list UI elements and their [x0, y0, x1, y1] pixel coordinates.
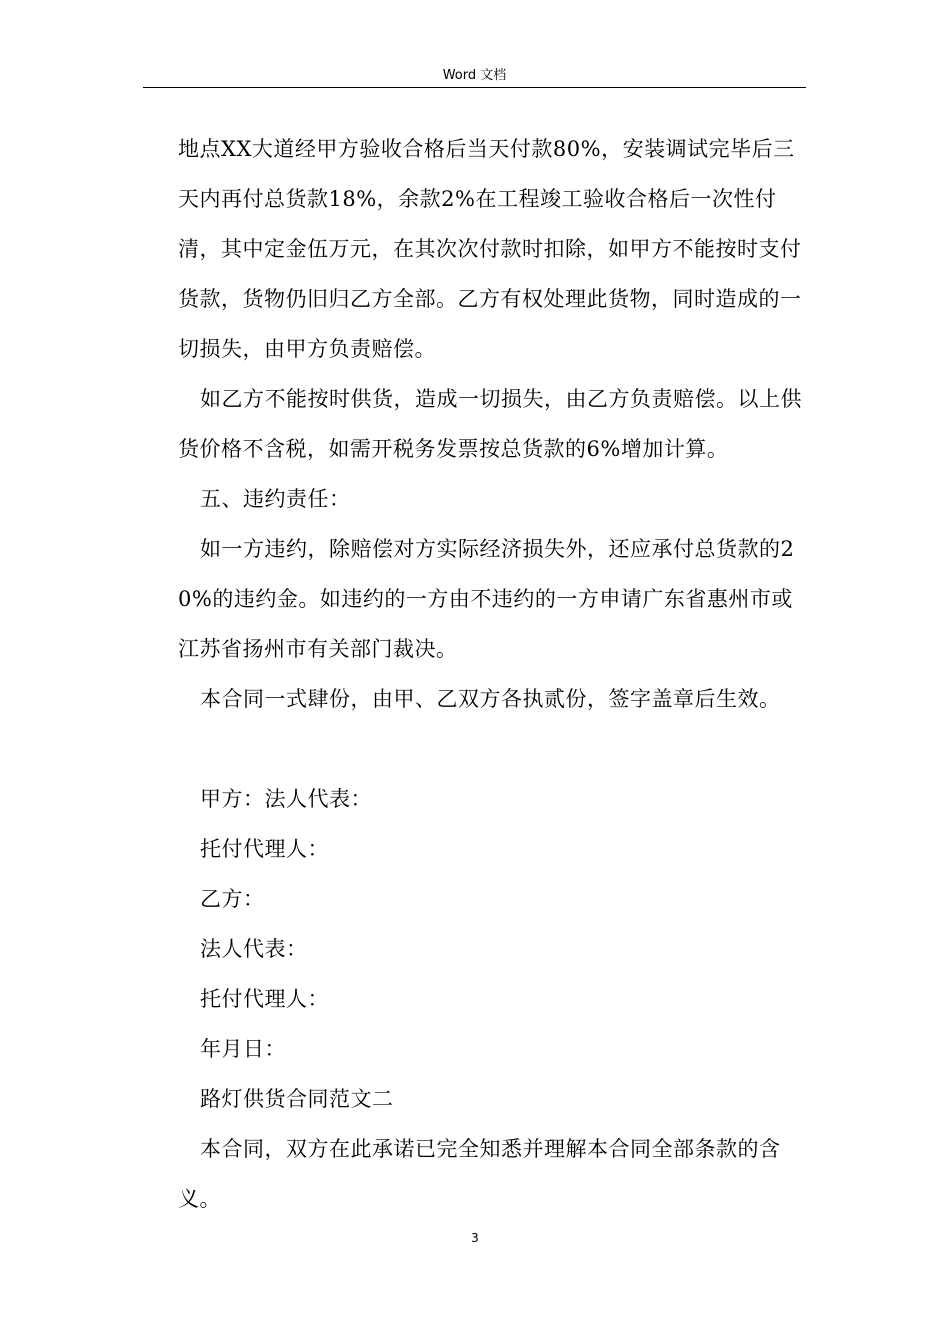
blank-line — [178, 724, 808, 774]
page-number: 3 — [471, 1231, 479, 1245]
signature-party-b: 乙方： — [200, 887, 265, 911]
copies-paragraph: 本合同一式肆份，由甲、乙双方各执贰份，签字盖章后生效。 — [200, 687, 781, 711]
breach-paragraph: 如一方违约，除赔偿对方实际经济损失外，还应承付总货款的20%的违约金。如违约的一方由不违约的一方申请广东省惠州市或江苏省扬州市有关部门裁决。 — [178, 537, 795, 661]
signature-party-a: 甲方：法人代表： — [200, 787, 372, 811]
second-contract-title: 路灯供货合同范文二 — [200, 1087, 394, 1111]
supply-delay-paragraph: 如乙方不能按时供货，造成一切损失，由乙方负责赔偿。以上供货价格不含税，如需开税务发票按总货款的6%增加计算。 — [178, 387, 802, 461]
signature-agent-a: 托付代理人： — [200, 837, 329, 861]
document-body — [178, 124, 808, 1224]
signature-date: 年月日： — [200, 1037, 286, 1061]
signature-agent-b: 托付代理人： — [200, 987, 329, 1011]
section-heading-breach: 五、违约责任： — [200, 487, 351, 511]
payment-terms-paragraph: 地点XX大道经甲方验收合格后当天付款80%，安装调试完毕后三天内再付总货款18%，余款2%在工程竣工验收合格后一次性付清，其中定金伍万元，在其次次付款时扣除，如甲方不能按时支付货款，货物仍旧归乙方全部。乙方有权处理此货物，同时造成的一切损失，由甲方负责赔偿。 — [178, 137, 802, 361]
signature-legal-rep-b: 法人代表： — [200, 937, 308, 961]
header-divider — [143, 87, 806, 88]
second-contract-intro: 本合同，双方在此承诺已完全知悉并理解本合同全部条款的含义。 — [178, 1137, 781, 1211]
page-header: Word 文档 — [442, 68, 507, 83]
